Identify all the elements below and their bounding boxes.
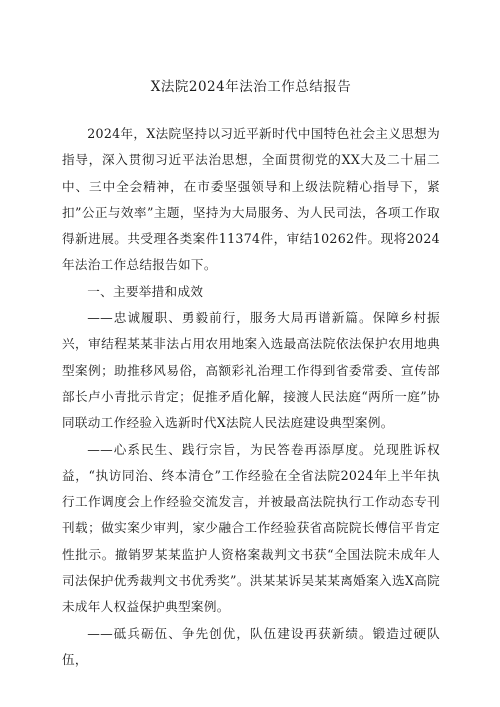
body-paragraph-livelihood: ——心系民生、践行宗旨，为民答卷再添厚度。兑现胜诉权益，“执访同治、终本清仓”工作经验在全省法院2024年上半年执行工作调度会上作经验交流发言，并被最高法院执行工作动态专刊刊载；做实案少审判，家少融合工作经验获省高院院长傅信平肯定性批示。撤销罗某某监护人资格案裁判文书获“全国法院未成年人司法保护优秀裁判文书优秀奖”。洪某某诉吴某某离婚案入选X高院未成年人权益保护典型案例。	[62, 441, 440, 615]
document-title: X法院2024年法治工作总结报告	[150, 79, 352, 95]
section-heading: 一、主要举措和成效	[87, 283, 204, 299]
body-paragraph-team: ——砥兵砺伍、争先创优，队伍建设再获新绩。锻造过硬队伍，	[62, 625, 440, 667]
body-paragraph-service: ——忠诚履职、勇毅前行，服务大局再谱新篇。保障乡村振兴，审结程某某非法占用农用地案入选最高法院依法保护农用地典型案例；助推移风易俗，高额彩礼治理工作得到省委常委、宣传部部长卢小青批示肯定；促推矛盾化解，接渡人民法庭“两所一庭”协同联动工作经验入选新时代X法院人民法庭建设典型案例。	[62, 310, 440, 431]
intro-paragraph: 2024年，X法院坚持以习近平新时代中国特色社会主义思想为指导，深入贯彻习近平法治思想，全面贯彻党的XX大及二十届二中、三中全会精神，在市委坚强领导和上级法院精心指导下，紧扣”公正与效率”主题，坚持为大局服务、为人民司法，各项工作取得新进展。共受理各类案件11374件，审结10262件。现将2024年法治工作总结报告如下。	[62, 126, 440, 273]
